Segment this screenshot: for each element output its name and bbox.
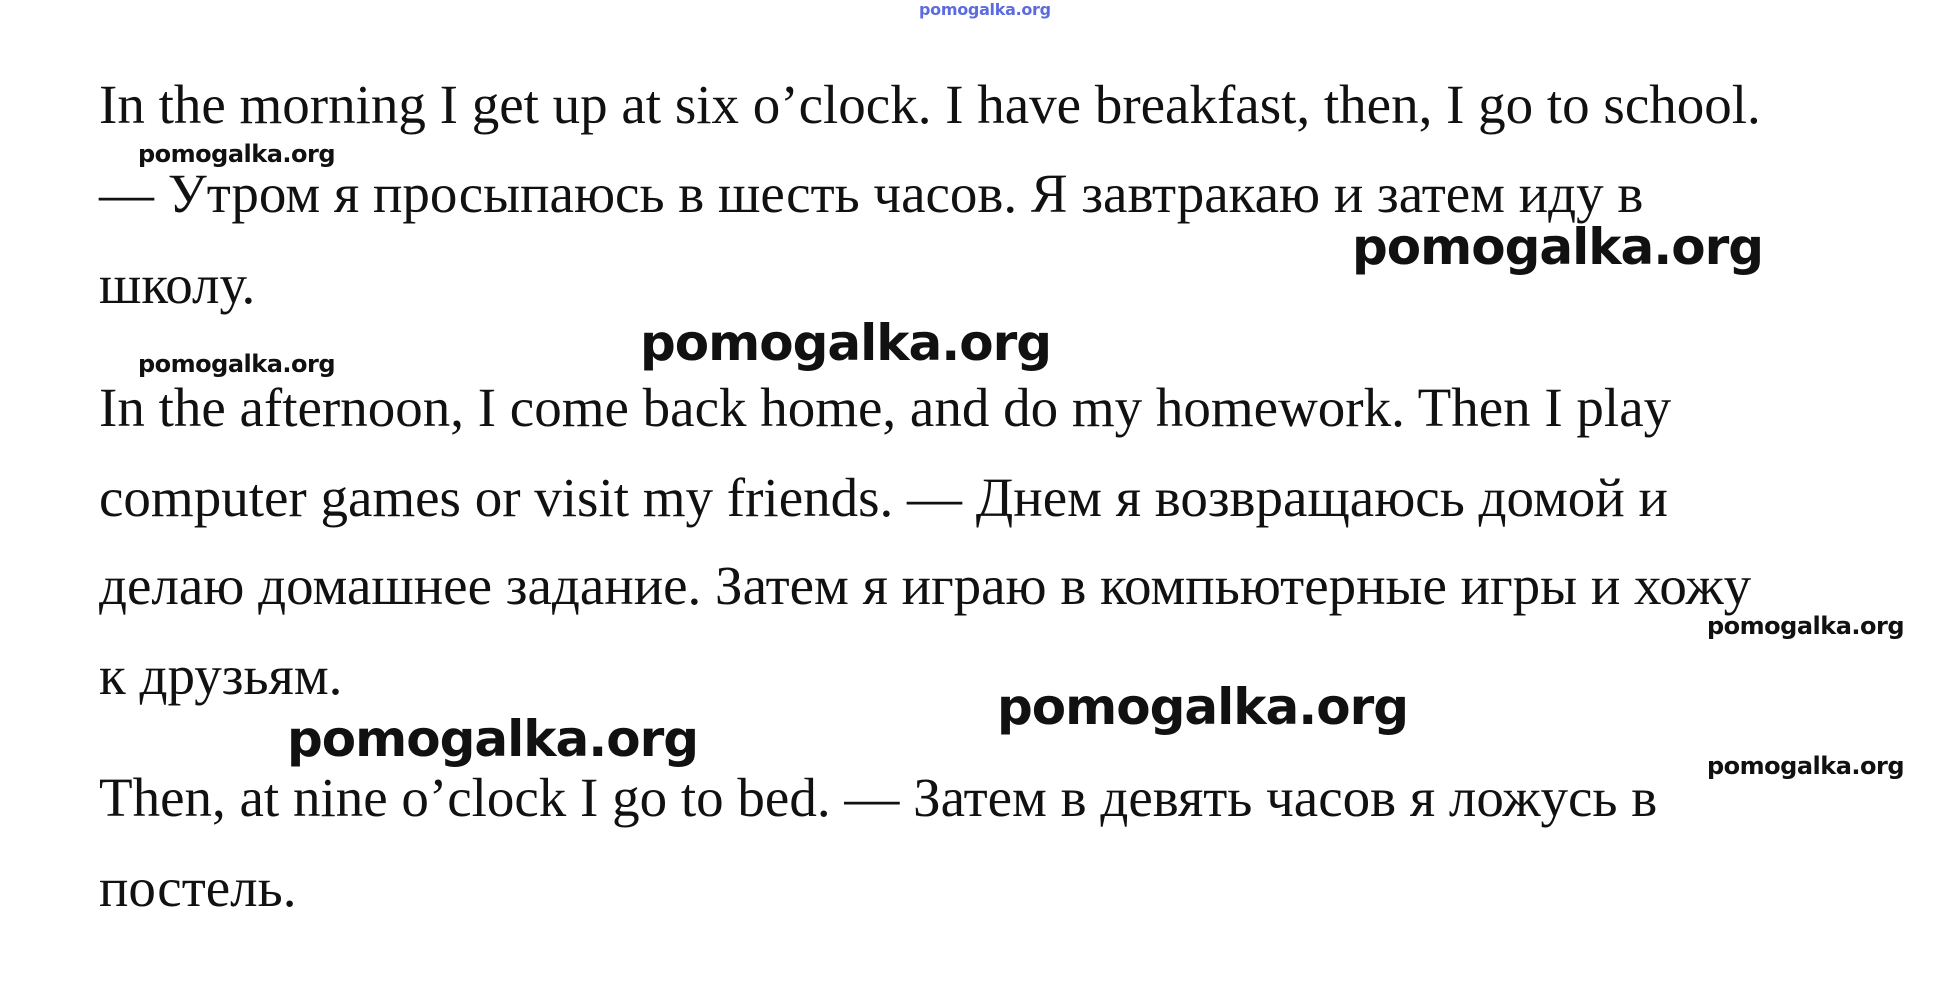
watermark-small: pomogalka.org (1707, 612, 1905, 640)
paragraph-2-line-2: computer games or visit my friends. — Днем я возвращаюсь домой и (99, 467, 1668, 528)
watermark-small: pomogalka.org (1707, 752, 1905, 780)
watermark-large: pomogalka.org (997, 678, 1409, 736)
paragraph-1-line-3: школу. (99, 254, 256, 315)
paragraph-2-line-4: к друзьям. (99, 645, 343, 706)
paragraph-1-line-1: In the morning I get up at six o’clock. I have breakfast, then, I go to school. (99, 74, 1761, 135)
watermark-large: pomogalka.org (287, 710, 699, 768)
paragraph-1-line-2: — Утром я просыпаюсь в шесть часов. Я завтракаю и затем иду в (99, 163, 1644, 224)
paragraph-2-line-1: In the afternoon, I come back home, and do my homework. Then I play (99, 377, 1672, 438)
paragraph-3-line-2: постель. (99, 857, 297, 918)
watermark-large: pomogalka.org (1352, 218, 1764, 276)
header-watermark: pomogalka.org (919, 0, 1051, 19)
watermark-small: pomogalka.org (138, 350, 336, 378)
paragraph-2-line-3: делаю домашнее задание. Затем я играю в компьютерные игры и хожу (99, 555, 1752, 616)
watermark-small: pomogalka.org (138, 140, 336, 168)
paragraph-3-line-1: Then, at nine o’clock I go to bed. — Затем в девять часов я ложусь в (99, 767, 1658, 828)
watermark-large: pomogalka.org (640, 314, 1052, 372)
